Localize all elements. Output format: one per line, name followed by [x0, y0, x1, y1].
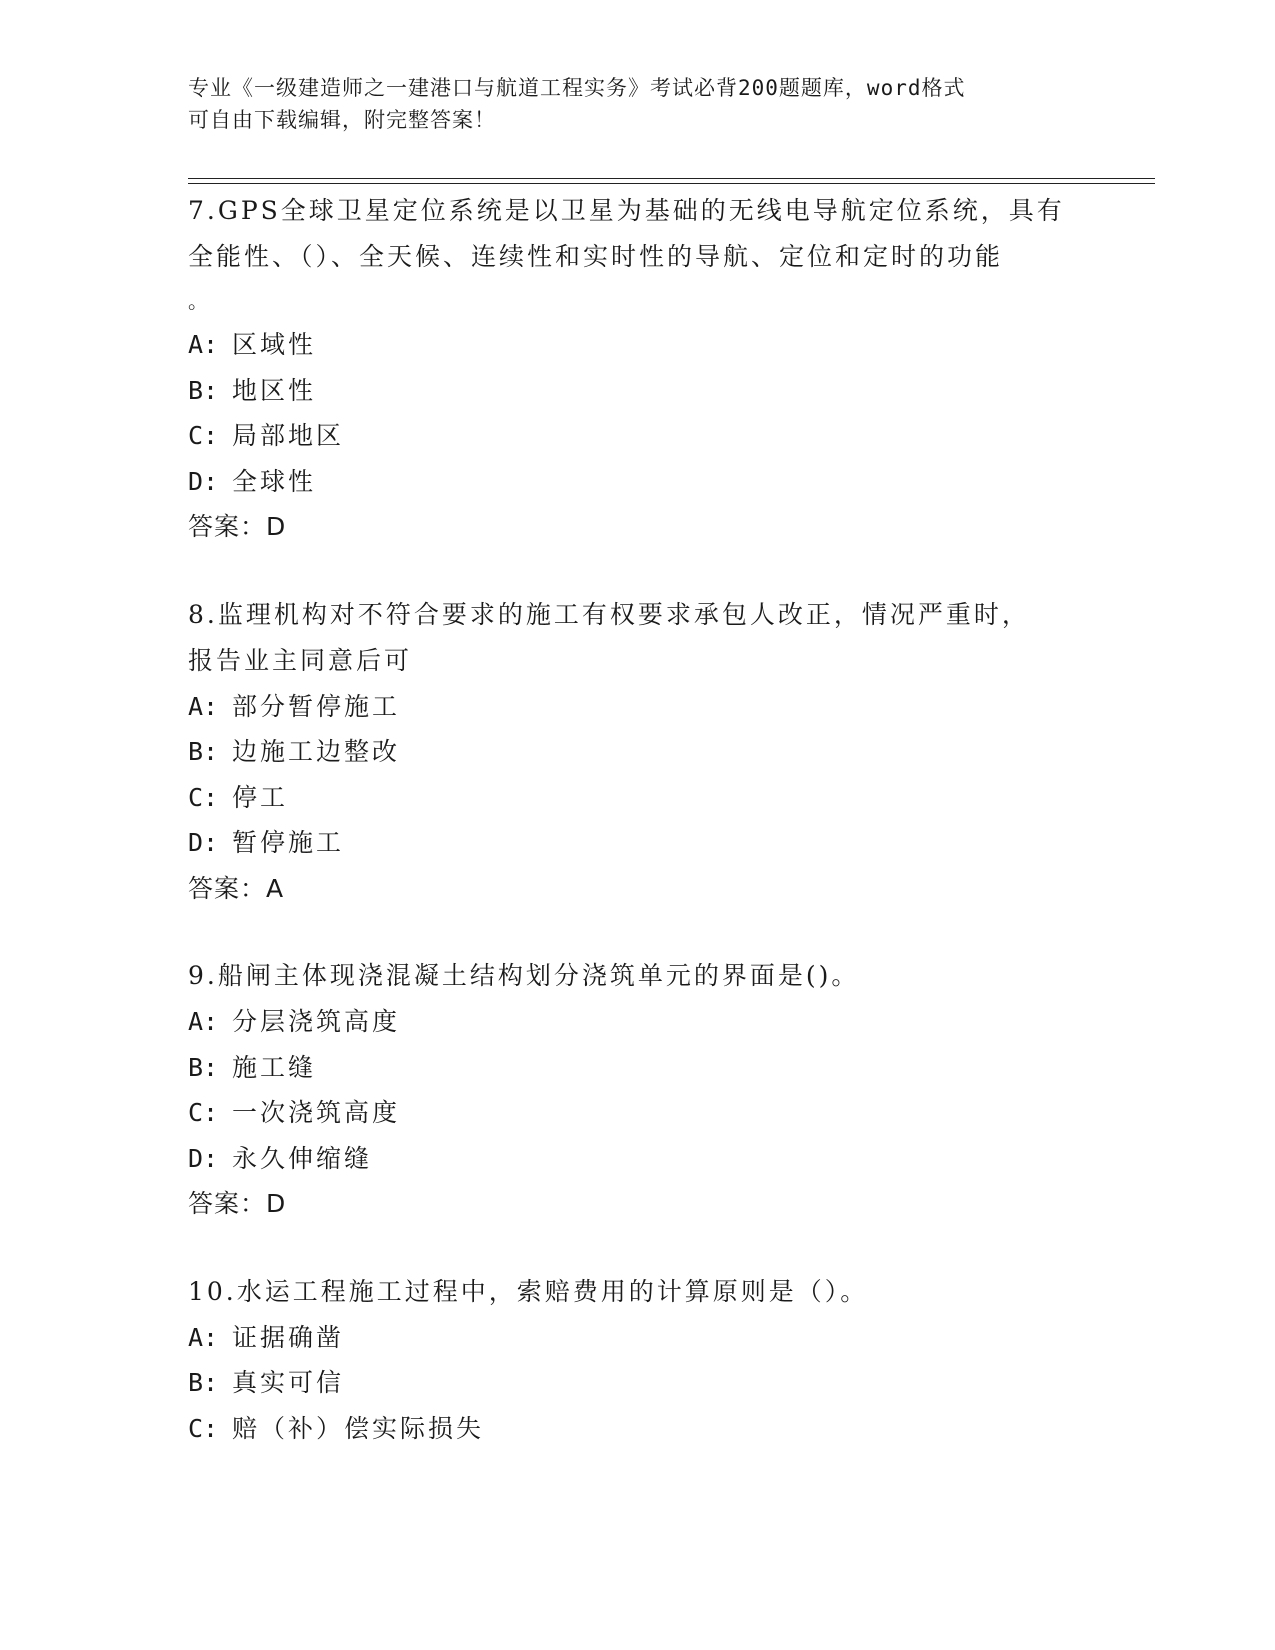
option-a	[188, 322, 1088, 368]
header-divider-bottom	[188, 183, 1155, 184]
option-key: B:	[188, 375, 219, 405]
option-key: B:	[188, 1368, 219, 1397]
option-text: 真实可信	[232, 1368, 345, 1397]
option-c	[188, 413, 1088, 459]
option-text: 永久伸缩缝	[232, 1143, 373, 1173]
option-key: B:	[188, 1052, 219, 1082]
option-key: D:	[188, 1143, 219, 1173]
option-key: A:	[188, 1322, 219, 1352]
option-text: 边施工边整改	[232, 737, 401, 766]
option-key: C:	[188, 1098, 219, 1127]
option-key: A:	[188, 330, 219, 359]
option-c	[188, 775, 1088, 821]
question-stem: 。	[188, 289, 211, 313]
question-10	[188, 1269, 1088, 1452]
option-a	[188, 1315, 1088, 1361]
header-line-2: 可自由下载编辑，附完整答案！	[188, 108, 496, 132]
option-text: 暂停施工	[232, 828, 345, 857]
question-stem: 8.监理机构对不符合要求的施工有权要求承包人改正，情况严重时，	[188, 599, 1030, 629]
option-b	[188, 368, 1088, 414]
header-divider-top	[188, 178, 1155, 179]
option-a	[188, 684, 1088, 730]
question-stem: 报告业主同意后可	[188, 645, 413, 675]
option-key: D:	[188, 466, 219, 496]
question-stem: 9.船闸主体现浇混凝土结构划分浇筑单元的界面是()。	[188, 961, 860, 990]
question-7	[188, 188, 1088, 550]
option-c	[188, 1406, 1088, 1452]
option-text: 部分暂停施工	[232, 691, 401, 721]
header-line-1: 专业《一级建造师之一建港口与航道工程实务》考试必背200题题库，word格式	[188, 76, 966, 100]
option-key: C:	[188, 421, 219, 450]
option-b	[188, 1360, 1088, 1406]
option-text: 全球性	[232, 466, 317, 496]
option-text: 施工缝	[232, 1052, 317, 1082]
answer: 答案：D	[188, 1189, 287, 1218]
option-c	[188, 1090, 1088, 1136]
answer: 答案：A	[188, 873, 285, 903]
option-b	[188, 1045, 1088, 1091]
option-key: C:	[188, 782, 219, 812]
option-d	[188, 820, 1088, 866]
option-d	[188, 1136, 1088, 1182]
option-b	[188, 729, 1088, 775]
option-text: 证据确凿	[232, 1322, 345, 1352]
option-a	[188, 999, 1088, 1045]
option-key: C:	[188, 1413, 219, 1443]
question-list	[188, 188, 1088, 1493]
option-key: A:	[188, 691, 219, 721]
option-text: 地区性	[232, 375, 317, 405]
question-8	[188, 592, 1088, 912]
option-key: B:	[188, 737, 219, 766]
option-key: D:	[188, 828, 219, 857]
option-text: 停工	[232, 782, 289, 812]
question-stem: 10.水运工程施工过程中，索赔费用的计算原则是（）。	[188, 1276, 869, 1306]
question-stem: 7.GPS全球卫星定位系统是以卫星为基础的无线电导航定位系统，具有	[188, 196, 1065, 225]
question-9	[188, 953, 1088, 1227]
option-key: A:	[188, 1007, 219, 1036]
document-header	[188, 72, 1068, 136]
option-d	[188, 459, 1088, 505]
option-text: 一次浇筑高度	[232, 1098, 401, 1127]
option-text: 赔（补）偿实际损失	[232, 1413, 485, 1443]
option-text: 局部地区	[232, 421, 345, 450]
option-text: 区域性	[232, 330, 317, 359]
option-text: 分层浇筑高度	[232, 1007, 401, 1036]
answer: 答案：D	[188, 512, 287, 541]
question-stem: 全能性、（）、全天候、连续性和实时性的导航、定位和定时的功能	[188, 242, 1004, 271]
